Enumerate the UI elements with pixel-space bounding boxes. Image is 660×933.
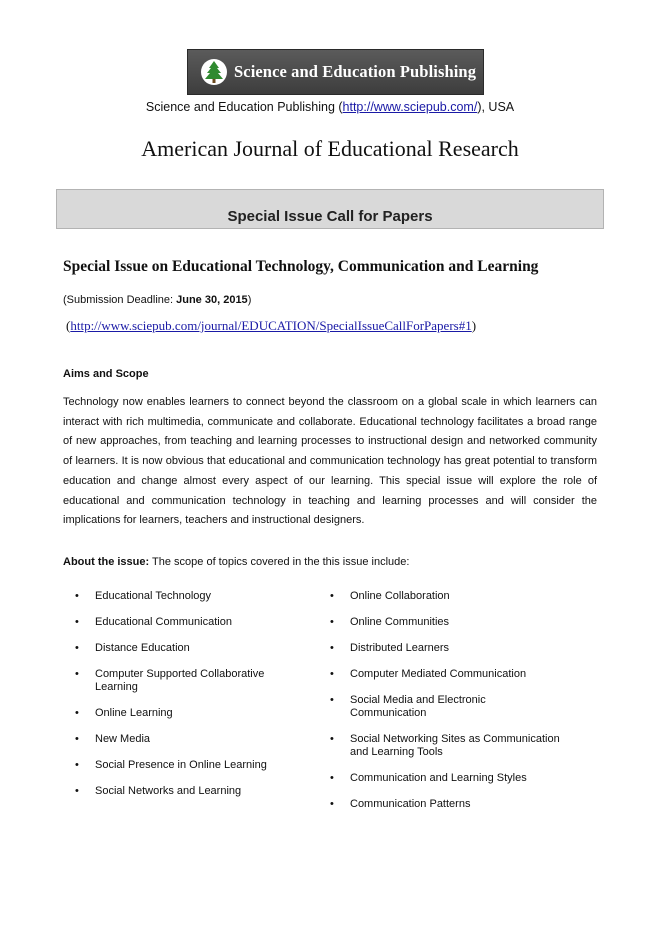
about-label: About the issue:	[63, 556, 150, 568]
list-item	[75, 733, 151, 746]
about-issue	[63, 556, 409, 568]
list-item	[330, 798, 471, 811]
bullet: •	[75, 616, 79, 628]
list-item	[75, 616, 232, 629]
logo-text: Science and Education Publishing	[234, 62, 477, 81]
publisher-line	[0, 100, 660, 114]
topic-text: Social Media and Electronic Communication	[350, 694, 486, 719]
issue-title: Special Issue on Educational Technology, Communication and Learning	[63, 258, 539, 275]
topic-text: Online Communities	[350, 616, 450, 628]
aims-heading: Aims and Scope	[63, 368, 149, 380]
bullet: •	[330, 733, 334, 745]
bullet: •	[330, 616, 334, 628]
call-for-papers-banner	[56, 189, 604, 229]
topic-text: Social Networks and Learning	[95, 785, 242, 797]
topic-text: Social Presence in Online Learning	[95, 759, 267, 771]
topic-text: Distributed Learners	[350, 642, 450, 654]
tree-icon	[200, 57, 228, 87]
bullet: •	[330, 798, 334, 810]
deadline-date: June 30, 2015	[176, 294, 248, 306]
bullet: •	[330, 642, 334, 654]
bullet: •	[75, 707, 79, 719]
publisher-prefix: Science and Education Publishing (	[145, 100, 343, 114]
topic-text: Computer Supported Collaborative Learning	[95, 668, 265, 693]
list-item	[330, 590, 450, 603]
list-item	[75, 759, 267, 772]
topic-text: Communication Patterns	[350, 798, 471, 810]
topic-text: Communication and Learning Styles	[350, 772, 527, 784]
bullet: •	[330, 590, 334, 602]
bullet: •	[75, 759, 79, 771]
topic-text: Social Networking Sites as Communication and Learning Tools	[350, 733, 560, 758]
bullet: •	[330, 668, 334, 680]
topic-text: Online Collaboration	[350, 590, 450, 602]
list-item	[330, 772, 527, 785]
bullet: •	[330, 772, 334, 784]
bullet: •	[330, 694, 334, 706]
list-item	[75, 707, 173, 720]
bullet: •	[75, 668, 79, 680]
aims-paragraph: Technology now enables learners to connect beyond the classroom on a global scale in which learners can interact with rich multimedia, communicate and collaborate. Educational technology facilitates a broad range of new approaches, from teaching and learning processes to instructional design and networked community of learners. It is now obvious that educational and communication technology has great potential to transform education and change almost every aspect of our learning. This special issue will explore the role of educational and communication technology in teaching and learning processes and will consider the implications for learners, teachers and instructional designers.	[63, 396, 597, 527]
call-for-papers-label: Special Issue Call for Papers	[227, 208, 433, 225]
list-item	[330, 694, 515, 720]
publisher-logo	[187, 49, 484, 95]
publisher-suffix: ), USA	[477, 100, 515, 114]
topic-text: New Media	[95, 733, 151, 745]
topic-text: Distance Education	[95, 642, 190, 654]
bullet: •	[75, 642, 79, 654]
list-item	[75, 668, 285, 694]
topic-text: Educational Technology	[95, 590, 211, 602]
bullet: •	[75, 733, 79, 745]
bullet: •	[75, 590, 79, 602]
list-item	[75, 785, 242, 798]
deadline-suffix: )	[247, 294, 252, 306]
link-open-paren: (	[66, 318, 71, 333]
list-item	[330, 668, 527, 681]
submission-deadline	[63, 294, 251, 306]
link-close-paren: )	[471, 318, 477, 333]
topic-text: Educational Communication	[95, 616, 232, 628]
list-item	[330, 616, 450, 629]
about-text: The scope of topics covered in the this issue include:	[149, 556, 410, 568]
topic-text: Online Learning	[95, 707, 173, 719]
bullet: •	[75, 785, 79, 797]
list-item	[75, 642, 190, 655]
list-item	[75, 590, 211, 603]
deadline-prefix: (Submission Deadline:	[63, 294, 177, 306]
list-item	[330, 642, 450, 655]
journal-title: American Journal of Educational Research	[141, 136, 519, 161]
issue-link[interactable]: http://www.sciepub.com/journal/EDUCATION/SpecialIssueCallForPapers#1	[70, 318, 472, 333]
topic-text: Computer Mediated Communication	[350, 668, 527, 680]
publisher-link[interactable]: http://www.sciepub.com/	[342, 100, 478, 114]
list-item	[330, 733, 570, 759]
issue-link-line	[66, 318, 476, 334]
